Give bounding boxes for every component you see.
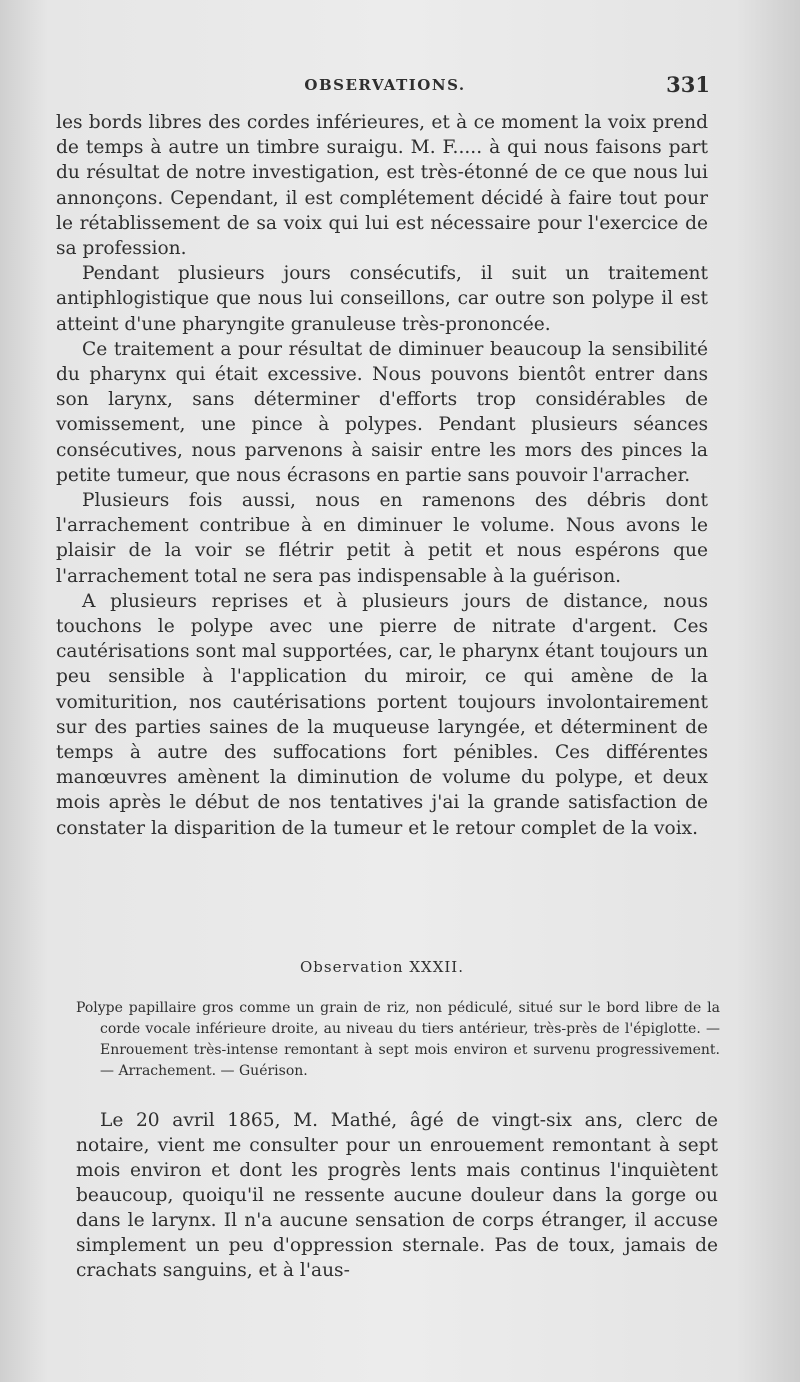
paragraph: Ce traitement a pour résultat de diminuer beaucoup la sensibilité du pharynx qui était excessive. Nous pouvons bientôt entrer dans son larynx, sans déterminer d'efforts trop considérables de vomissement, une pince à polypes. Pendant plusieurs séances consécutives, nous parvenons à saisir entre les mors des pinces la petite tumeur, que nous écrasons en partie sans pouvoir l'arracher. <box>56 338 708 486</box>
paragraph-continuation: les bords libres des cordes inférieures, et à ce moment la voix prend de temps à autre un timbre suraigu. M. F..... à qui nous faisons part du résultat de notre investigation, est très-étonné de ce que nous lui annonçons. Cependant, il est complétement décidé à faire tout pour le rétablissement de sa voix qui lui est nécessaire pour l'exercice de sa profession. <box>56 112 708 260</box>
paragraph: Plusieurs fois aussi, nous en ramenons des débris dont l'arrachement contribue à en diminuer le volume. Nous avons le plaisir de la voir se flétrir petit à petit et nous espérons que l'arrachement total ne sera pas indispensable à la guérison. <box>56 490 708 587</box>
body-text <box>56 110 708 841</box>
observation-summary <box>76 998 720 1082</box>
observation-body <box>76 1108 718 1283</box>
page-header <box>60 72 710 102</box>
page-number: 331 <box>666 72 710 97</box>
paragraph: Pendant plusieurs jours consécutifs, il suit un traitement antiphlogistique que nous lui conseillons, car outre son polype il est atteint d'une pharyngite granuleuse très-prononcée. <box>56 263 708 335</box>
observation-title: Observation XXXII. <box>299 958 464 976</box>
paragraph: Le 20 avril 1865, M. Mathé, âgé de vingt-six ans, clerc de notaire, vient me consulter pour un enrouement remontant à sept mois environ et dont les progrès lents mais continus l'inquiètent beaucoup, quoiqu'il ne ressente aucune douleur dans la gorge ou dans le larynx. Il n'a aucune sensation de corps étranger, il accuse simplement un peu d'oppression sternale. Pas de toux, jamais de crachats sanguins, et à l'aus- <box>76 1110 718 1281</box>
summary-text: Polype papillaire gros comme un grain de riz, non pédiculé, situé sur le bord libre de la corde vocale inférieure droite, au niveau du tiers antérieur, très-près de l'épiglotte. — Enrouement très-intense remontant à sept mois environ et survenu progressivement. — Arrachement. — Guérison. <box>76 1000 720 1079</box>
running-head: OBSERVATIONS. <box>304 76 466 94</box>
paragraph: A plusieurs reprises et à plusieurs jours de distance, nous touchons le polype avec une pierre de nitrate d'argent. Ces cautérisations sont mal supportées, car, le pharynx étant toujours un peu sensible à l'application du miroir, ce qui amène de la vomiturition, nos cautérisations portent toujours involontairement sur des parties saines de la muqueuse laryngée, et déterminent de temps à autre des suffocations fort pénibles. Ces différentes manœuvres amènent la diminution de volume du polype, et deux mois après le début de nos tentatives j'ai la grande satisfaction de constater la disparition de la tumeur et le retour complet de la voix. <box>56 590 708 839</box>
